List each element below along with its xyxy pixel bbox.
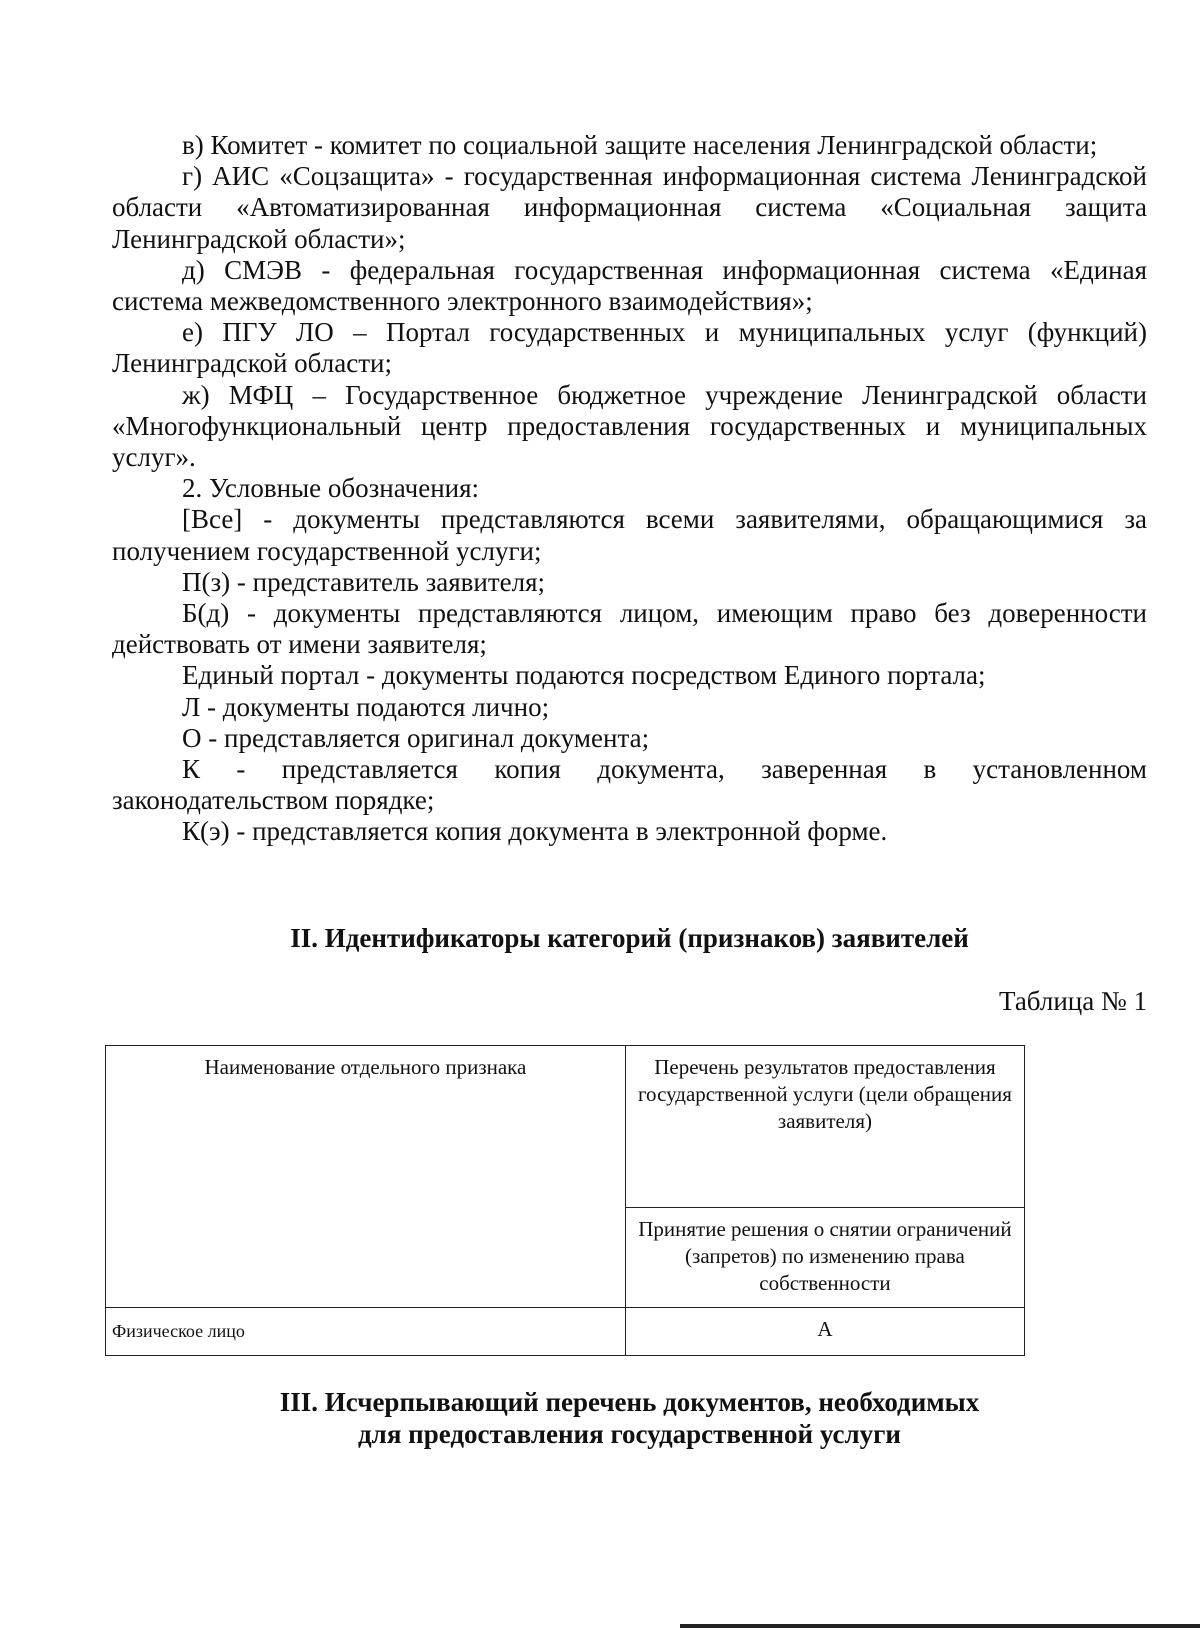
body-text	[112, 130, 1147, 848]
convention-item: [Все] - документы представляются всеми заявителями, обращающимися за получением государственной услуги;	[112, 504, 1147, 566]
convention-item: О - представляется оригинал документа;	[182, 722, 650, 753]
convention-item: П(з) - представитель заявителя;	[182, 566, 546, 597]
convention-item: К - представляется копия документа, заверенная в установленном законодательством порядке;	[112, 754, 1147, 816]
convention-item: К(э) - представляется копия документа в электронной форме.	[182, 816, 888, 847]
row-category-label: Физическое лицо	[106, 1308, 626, 1356]
table-caption: Таблица № 1	[999, 986, 1147, 1016]
applicant-categories-table	[105, 1045, 1025, 1356]
header-results-list: Перечень результатов предоставления государственной услуги (цели обращения заявителя)	[625, 1046, 1024, 1208]
header-result-item: Принятие решения о снятии ограничений (запретов) по изменению права собственности	[625, 1208, 1024, 1308]
section-3-heading-line2: для предоставления государственной услуги	[358, 1419, 901, 1449]
section-2-heading: II. Идентификаторы категорий (признаков) заявителей	[290, 923, 969, 953]
definition-item: в) Комитет - комитет по социальной защите населения Ленинградской области;	[182, 130, 1098, 160]
section-3-heading-line1: III. Исчерпывающий перечень документов, необходимых	[279, 1387, 980, 1417]
table-row	[106, 1308, 1025, 1356]
convention-item: Б(д) - документы представляются лицом, имеющим право без доверенности действовать от имени заявителя;	[112, 598, 1147, 660]
convention-item: Л - документы подаются лично;	[182, 691, 550, 722]
scan-edge-line	[680, 1624, 1200, 1628]
definition-item: д) СМЭВ - федеральная государственная информационная система «Единая система межведомственного электронного взаимодействия»;	[112, 254, 1147, 317]
section-3-heading	[112, 1386, 1147, 1450]
convention-item: Единый портал - документы подаются посредством Единого портала;	[182, 660, 986, 691]
definition-item: ж) МФЦ – Государственное бюджетное учреждение Ленинградской области «Многофункциональный центр предоставления государственных и муниципальных услуг».	[112, 379, 1147, 473]
definition-item: г) АИС «Соцзащита» - государственная информационная система Ленинградской области «Автоматизированная информационная система «Социальная защита Ленинградской области»;	[112, 161, 1147, 254]
table-header-row	[106, 1046, 1025, 1208]
row-category-value: А	[625, 1308, 1024, 1356]
header-feature-name: Наименование отдельного признака	[106, 1046, 626, 1308]
conventions-title: 2. Условные обозначения:	[182, 473, 480, 504]
definition-item: е) ПГУ ЛО – Портал государственных и муниципальных услуг (функций) Ленинградской области;	[112, 317, 1147, 379]
